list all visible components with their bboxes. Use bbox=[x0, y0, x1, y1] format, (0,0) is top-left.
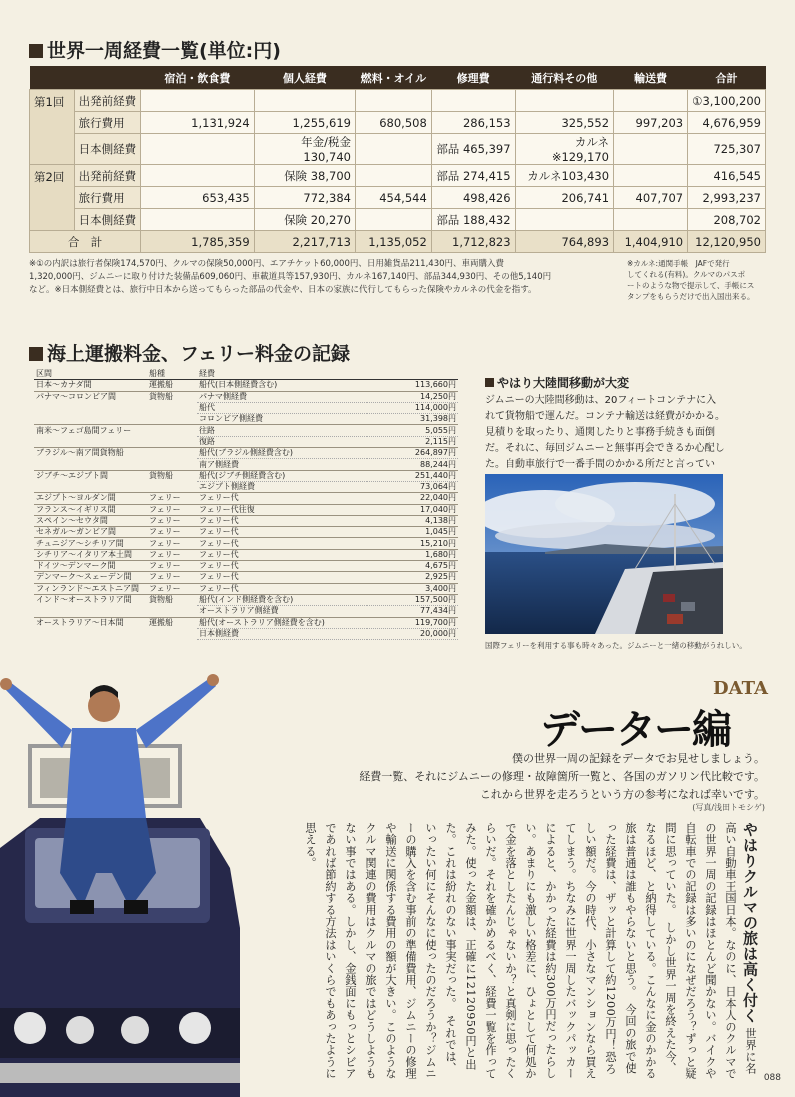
ferry-item: フェリー代 bbox=[197, 493, 367, 504]
ferry-row bbox=[34, 549, 458, 560]
ferry-price: 77,434円 bbox=[367, 606, 458, 617]
ferry-header-cell: 船種 bbox=[147, 369, 197, 380]
ferry-route: パナマ～コロンビア間 bbox=[34, 391, 147, 402]
ferry-heading-text: 海上運搬料金、フェリー料金の記録 bbox=[47, 343, 351, 365]
row-label: 日本側経費 bbox=[74, 134, 141, 165]
ferry-item: 船代 bbox=[197, 402, 367, 413]
data-title-jp: データー編 bbox=[540, 706, 730, 753]
ferry-item: 復路 bbox=[197, 436, 367, 447]
ferry-item: フェリー代 bbox=[197, 527, 367, 538]
ferry-vessel bbox=[147, 459, 197, 470]
table-cell bbox=[614, 165, 688, 187]
table-cell: 325,552 bbox=[515, 112, 613, 134]
ferry-price: 3,400円 bbox=[367, 583, 458, 594]
ferry-row bbox=[34, 527, 458, 538]
ferry-route bbox=[34, 436, 147, 447]
table-cell: 498,426 bbox=[431, 187, 515, 209]
cost-footnote bbox=[29, 258, 589, 297]
table-cell bbox=[614, 134, 688, 165]
ferry-row bbox=[34, 628, 458, 639]
ferry-price: 4,675円 bbox=[367, 561, 458, 572]
table-cell bbox=[515, 209, 613, 231]
table-cell: 1,135,052 bbox=[355, 231, 431, 253]
ferry-item: 船代(日本側経費含む) bbox=[197, 380, 367, 391]
cost-heading bbox=[29, 36, 281, 63]
ferry-route: チュニジア～シチリア間 bbox=[34, 538, 147, 549]
table-cell bbox=[141, 165, 255, 187]
ferry-price: 4,138円 bbox=[367, 515, 458, 526]
ferry-row bbox=[34, 561, 458, 572]
ferry-route: 日本～カナダ間 bbox=[34, 380, 147, 391]
ferry-vessel: 貨物船 bbox=[147, 470, 197, 481]
ferry-price: 251,440円 bbox=[367, 470, 458, 481]
ferry-price: 17,040円 bbox=[367, 504, 458, 515]
total-label: 合 計 bbox=[30, 231, 141, 253]
cost-heading-text: 世界一周経費一覧(単位:円) bbox=[47, 40, 281, 62]
ferry-route bbox=[34, 414, 147, 425]
ferry-header-cell: 経費 bbox=[197, 369, 458, 380]
square-bullet-icon bbox=[29, 44, 43, 58]
ferry-route: ジブチ～エジプト間 bbox=[34, 470, 147, 481]
ferry-vessel bbox=[147, 606, 197, 617]
table-cell bbox=[141, 90, 255, 112]
ferry-route bbox=[34, 402, 147, 413]
ferry-row bbox=[34, 594, 458, 605]
ferry-vessel bbox=[147, 414, 197, 425]
table-cell: 部品 465,397 bbox=[431, 134, 515, 165]
table-cell: 772,384 bbox=[254, 187, 355, 209]
table-cell: 部品 274,415 bbox=[431, 165, 515, 187]
ferry-row bbox=[34, 414, 458, 425]
ferry-price: 157,500円 bbox=[367, 594, 458, 605]
footnote-line: 1,320,000円、ジムニーに取り付けた装備品609,060円、車載道具等157,930円、カルネ167,140円、部品344,930円、その他5,140円 bbox=[29, 272, 552, 282]
ferry-row bbox=[34, 402, 458, 413]
table-row bbox=[30, 209, 766, 231]
cost-header-cell: 燃料・オイル bbox=[355, 66, 431, 90]
ferry-route: エジプト～ヨルダン間 bbox=[34, 493, 147, 504]
ferry-route: 南米～フェゴ島間フェリー bbox=[34, 425, 147, 436]
ferry-route: フランス～イギリス間 bbox=[34, 504, 147, 515]
table-row bbox=[30, 112, 766, 134]
ferry-item: エジプト側経費 bbox=[197, 481, 367, 492]
ferry-item: フェリー代 bbox=[197, 515, 367, 526]
table-cell: 年金/税金 130,740 bbox=[254, 134, 355, 165]
ferry-item: パナマ側経費 bbox=[197, 391, 367, 402]
ferry-route: フィンランド～エストニア間 bbox=[34, 583, 147, 594]
table-cell bbox=[254, 90, 355, 112]
article-text: 世界に名高い自動車王国日本。なのに、日本人のクルマでの世界一周の記録はほとんど聞かない。バイクや自転車での記録は多いのになぜだろう？ずっと疑問に思っていた。 しかし世界一周を終えた今、なるほど、と納得している。こんなに金のかかる旅は普通は誰もやらないと思う。 今回の旅で使った経費は、ザッと計算して約1200万円！恐ろしい額だ。今の時代、小さなマンションなら買えてしまう。ちなみに世界一周したバックパッカーによると、かかった経費は約300万円だったらしい。あまりにも激しい格差に、ひょとして何処かで金を落としたんじゃないか？と真剣に思ったくらいだ。それを確かめるべく、経費一覧を作ってみた。使った金額は、正確に12120950円と出た。これは紛れのない事実だった。 それでは、いったい何にそんなに使ったのだろうか？ジムニーの購入を含む事前の準備費用、ジムニーの修理や輸送に関係する費用の額が大きい。このようなクルマ関連の費用はクルマの旅ではどうしようもない事ではある。しかし、金銭面にもっとシビアであれば節約する方法はいくらでもあったように思える。 bbox=[304, 822, 757, 1080]
square-bullet-icon bbox=[29, 347, 43, 361]
table-cell bbox=[431, 90, 515, 112]
ferry-row bbox=[34, 425, 458, 436]
ferry-price: 73,064円 bbox=[367, 481, 458, 492]
ferry-route: デンマーク～スェーデン間 bbox=[34, 572, 147, 583]
ferry-row bbox=[34, 380, 458, 391]
carnet-note bbox=[627, 258, 772, 302]
table-cell: 416,545 bbox=[688, 165, 766, 187]
cost-header-cell: 個人経費 bbox=[254, 66, 355, 90]
ferry-item: 往路 bbox=[197, 425, 367, 436]
article-title: やはりクルマの旅は高く付く bbox=[741, 822, 759, 1024]
table-cell: ①3,100,200 bbox=[688, 90, 766, 112]
ferry-route: インド～オーストラリア間 bbox=[34, 594, 147, 605]
ferry-row bbox=[34, 470, 458, 481]
ferry-row bbox=[34, 493, 458, 504]
ferry-price: 88,244円 bbox=[367, 459, 458, 470]
ferry-item: 船代(インド側経費を含む) bbox=[197, 594, 367, 605]
table-row bbox=[30, 134, 766, 165]
table-cell: 12,120,950 bbox=[688, 231, 766, 253]
cost-header-blank bbox=[30, 66, 141, 90]
ferry-vessel: フェリー bbox=[147, 515, 197, 526]
ferry-price: 2,115円 bbox=[367, 436, 458, 447]
total-row bbox=[30, 231, 766, 253]
ferry-item: フェリー代 bbox=[197, 572, 367, 583]
table-cell bbox=[355, 90, 431, 112]
ferry-route: セネガル～ガンビア間 bbox=[34, 527, 147, 538]
lead-line: これから世界を走ろうという方の参考になれば幸いです。 bbox=[479, 788, 765, 801]
ferry-vessel: フェリー bbox=[147, 572, 197, 583]
cost-header-cell: 宿泊・飲食費 bbox=[141, 66, 255, 90]
ferry-price: 14,250円 bbox=[367, 391, 458, 402]
table-cell: 286,153 bbox=[431, 112, 515, 134]
ferry-table bbox=[34, 369, 458, 640]
table-cell bbox=[141, 209, 255, 231]
row-label: 日本側経費 bbox=[74, 209, 141, 231]
ferry-price: 5,055円 bbox=[367, 425, 458, 436]
jimny-photo bbox=[0, 668, 240, 1097]
table-cell: 1,404,910 bbox=[614, 231, 688, 253]
ferry-price: 31,398円 bbox=[367, 414, 458, 425]
row-label: 旅行費用 bbox=[74, 187, 141, 209]
ferry-price: 264,897円 bbox=[367, 448, 458, 459]
ferry-row bbox=[34, 504, 458, 515]
article-body bbox=[252, 822, 760, 1084]
ferry-route bbox=[34, 628, 147, 639]
ferry-photo-caption: 国際フェリーを利用する事も時々あった。ジムニーと一緒の移動がうれしい。 bbox=[485, 641, 747, 650]
ferry-price: 1,045円 bbox=[367, 527, 458, 538]
square-bullet-icon bbox=[485, 378, 494, 387]
ferry-vessel bbox=[147, 402, 197, 413]
table-cell: カルネ103,430 bbox=[515, 165, 613, 187]
ferry-vessel: 貨物船 bbox=[147, 391, 197, 402]
table-cell bbox=[355, 209, 431, 231]
ferry-row bbox=[34, 538, 458, 549]
row-label: 出発前経費 bbox=[74, 165, 141, 187]
table-cell: 454,544 bbox=[355, 187, 431, 209]
row-label: 旅行費用 bbox=[74, 112, 141, 134]
table-row bbox=[30, 187, 766, 209]
cost-header-row bbox=[30, 66, 766, 90]
ferry-item: 船代(ブラジル側経費含む) bbox=[197, 448, 367, 459]
ferry-row bbox=[34, 459, 458, 470]
table-cell: 725,307 bbox=[688, 134, 766, 165]
ferry-item: 船代(オーストラリア側経費を含む) bbox=[197, 617, 367, 628]
table-cell: 653,435 bbox=[141, 187, 255, 209]
ferry-route: シチリア～イタリア本土間 bbox=[34, 549, 147, 560]
ferry-item: フェリー代 bbox=[197, 538, 367, 549]
ferry-price: 114,000円 bbox=[367, 402, 458, 413]
table-cell bbox=[141, 134, 255, 165]
ferry-heading bbox=[29, 339, 350, 366]
ferry-row bbox=[34, 436, 458, 447]
table-cell: 1,712,823 bbox=[431, 231, 515, 253]
footnote-line: してくれる(有料)。クルマのパスポ bbox=[627, 270, 746, 279]
footnote-line: ートのような物で提示して、手帳にス bbox=[627, 281, 755, 290]
table-cell: 保険 20,270 bbox=[254, 209, 355, 231]
ferry-item: オーストラリア側経費 bbox=[197, 606, 367, 617]
ferry-vessel bbox=[147, 425, 197, 436]
ferry-price: 2,925円 bbox=[367, 572, 458, 583]
ferry-route: スペイン～セウタ間 bbox=[34, 515, 147, 526]
ferry-vessel bbox=[147, 436, 197, 447]
table-cell: 保険 38,700 bbox=[254, 165, 355, 187]
ferry-item: フェリー代 bbox=[197, 549, 367, 560]
ferry-price: 20,000円 bbox=[367, 628, 458, 639]
ferry-route bbox=[34, 459, 147, 470]
ferry-vessel bbox=[147, 448, 197, 459]
table-cell: 764,893 bbox=[515, 231, 613, 253]
ferry-photo bbox=[485, 474, 723, 634]
row-label: 出発前経費 bbox=[74, 90, 141, 112]
ferry-row bbox=[34, 606, 458, 617]
ferry-row bbox=[34, 617, 458, 628]
ferry-header-row bbox=[34, 369, 458, 380]
photo-credit: (写真/浅田トモシゲ) bbox=[692, 803, 765, 812]
table-cell: 1,131,924 bbox=[141, 112, 255, 134]
ferry-route: ドイツ～デンマーク間 bbox=[34, 561, 147, 572]
ferry-header-cell: 区間 bbox=[34, 369, 147, 380]
ferry-item: 船代(ジブチ側経費含む) bbox=[197, 470, 367, 481]
table-cell bbox=[614, 209, 688, 231]
round-label: 第2回 bbox=[30, 165, 75, 231]
side-heading bbox=[485, 374, 629, 391]
ferry-price: 119,700円 bbox=[367, 617, 458, 628]
footnote-line: ※カルネ:通関手帳 JAFで発行 bbox=[627, 259, 730, 268]
ferry-vessel: フェリー bbox=[147, 527, 197, 538]
table-cell bbox=[614, 90, 688, 112]
ferry-row bbox=[34, 515, 458, 526]
footnote-line: タンプをもらうだけで出入国出来る。 bbox=[627, 292, 755, 301]
ferry-price: 1,680円 bbox=[367, 549, 458, 560]
cost-table bbox=[29, 66, 766, 253]
ferry-item: フェリー代往復 bbox=[197, 504, 367, 515]
ferry-item: フェリー代 bbox=[197, 583, 367, 594]
ferry-price: 15,210円 bbox=[367, 538, 458, 549]
table-cell bbox=[355, 165, 431, 187]
footnote-line: ※①の内訳は旅行者保険174,570円、クルマの保険50,000円、エアチケット60,000円、日用雑貨品211,430円、車両購入費 bbox=[29, 259, 505, 269]
ferry-item: 南ア側経費 bbox=[197, 459, 367, 470]
cost-header-cell: 輸送費 bbox=[614, 66, 688, 90]
ferry-price: 113,660円 bbox=[367, 380, 458, 391]
ferry-route: オーストラリア～日本間 bbox=[34, 617, 147, 628]
data-label-en: DATA bbox=[713, 678, 768, 699]
side-heading-text: やはり大陸間移動が大変 bbox=[497, 376, 630, 390]
ferry-vessel: 貨物船 bbox=[147, 594, 197, 605]
ferry-vessel: フェリー bbox=[147, 583, 197, 594]
table-cell: 2,993,237 bbox=[688, 187, 766, 209]
table-cell bbox=[355, 134, 431, 165]
ferry-vessel: フェリー bbox=[147, 538, 197, 549]
ferry-row bbox=[34, 481, 458, 492]
page-number: 088 bbox=[763, 1073, 781, 1083]
table-cell: 部品 188,432 bbox=[431, 209, 515, 231]
table-cell bbox=[515, 90, 613, 112]
ferry-vessel: フェリー bbox=[147, 493, 197, 504]
ferry-route bbox=[34, 481, 147, 492]
footnote-line: など。※日本側経費とは、旅行中日本から送ってもらった部品の代金や、日本の家族に代行してもらった保険やカルネの代金を指す。 bbox=[29, 285, 537, 295]
ferry-vessel: フェリー bbox=[147, 561, 197, 572]
ferry-item: 日本側経費 bbox=[197, 628, 367, 639]
cost-header-cell: 合計 bbox=[688, 66, 766, 90]
table-cell: 680,508 bbox=[355, 112, 431, 134]
ferry-item: フェリー代 bbox=[197, 561, 367, 572]
ferry-row bbox=[34, 572, 458, 583]
table-cell: 1,785,359 bbox=[141, 231, 255, 253]
table-cell: 206,741 bbox=[515, 187, 613, 209]
ferry-route: ブラジル～南ア間貨物船 bbox=[34, 448, 147, 459]
table-cell: 407,707 bbox=[614, 187, 688, 209]
cost-header-cell: 通行料その他 bbox=[515, 66, 613, 90]
ferry-vessel: 運搬船 bbox=[147, 617, 197, 628]
ferry-row bbox=[34, 583, 458, 594]
table-cell: 4,676,959 bbox=[688, 112, 766, 134]
table-cell: 1,255,619 bbox=[254, 112, 355, 134]
ferry-vessel: 運搬船 bbox=[147, 380, 197, 391]
ferry-item: コロンビア側経費 bbox=[197, 414, 367, 425]
ferry-row bbox=[34, 448, 458, 459]
ferry-route bbox=[34, 606, 147, 617]
ferry-vessel: フェリー bbox=[147, 549, 197, 560]
round-label: 第1回 bbox=[30, 90, 75, 165]
side-paragraph: ジムニーの大陸間移動は、20フィートコンテナに入れて貨物船で運んだ。コンテナ輸送は経費がかかる。見積りを取ったり、通関したりと事務手続きも面倒だ。それに、毎回ジムニーと無事再会できるか心配した。自動車旅行で一番手間のかかる所だと言ってい bbox=[485, 395, 725, 470]
cost-header-cell: 修理費 bbox=[431, 66, 515, 90]
ferry-price: 22,040円 bbox=[367, 493, 458, 504]
ferry-row bbox=[34, 391, 458, 402]
ferry-vessel: フェリー bbox=[147, 504, 197, 515]
table-row bbox=[30, 90, 766, 112]
table-cell: 2,217,713 bbox=[254, 231, 355, 253]
table-cell: 208,702 bbox=[688, 209, 766, 231]
table-cell: カルネ※129,170 bbox=[515, 134, 613, 165]
lead-line: 経費一覧、それにジムニーの修理・故障箇所一覧と、各国のガソリン代比較です。 bbox=[359, 770, 765, 783]
ferry-vessel bbox=[147, 481, 197, 492]
ferry-vessel bbox=[147, 628, 197, 639]
table-row bbox=[30, 165, 766, 187]
lead-line: 僕の世界一周の記録をデータでお見せしましょう。 bbox=[512, 752, 765, 765]
table-cell: 997,203 bbox=[614, 112, 688, 134]
